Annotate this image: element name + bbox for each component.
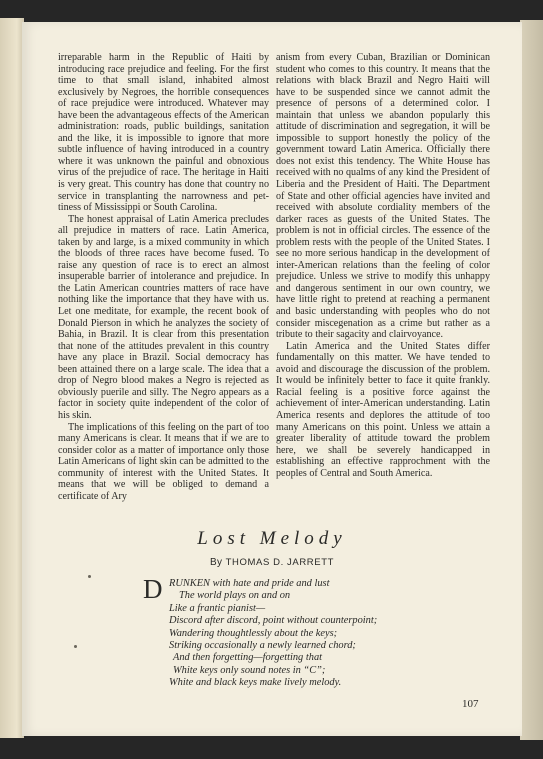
- previous-page-edge: [0, 18, 24, 738]
- poem-line: RUNKEN with hate and pride and lust: [169, 578, 330, 589]
- poem-author: THOMAS D. JARRETT: [225, 557, 335, 568]
- left-text-column: [58, 52, 269, 502]
- poem-line: Discord after discord, point without counterpoint;: [169, 615, 378, 627]
- print-speck: [88, 575, 91, 578]
- poem-line: The world plays on and on: [179, 590, 291, 602]
- page-number: 107: [462, 698, 479, 710]
- paragraph: anism from every Cuban, Brazilian or Dominican student who comes to this country. It means that the relations with black Brazil and Negro Haiti will have to be suspended since we cannot admit the presence of persons of a determined color. I maintain that unless we abandon popularly this attitude of discrimination and segregation, it will be impossible to support honestly the policy of the government toward Latin America. Officially there does not exist this tendency. The White House has received with no qualms of any kind the President of Liberia and the President of Haiti. The Department of State and other official agencies have invited and received with absolute cordiality members of the darker races as guests of the United States. The problem is not in official circles. The essence of the problem rests with the people of the United States. I see no more serious handicap in the development of inter-American relations than the feeling of color prejudice. Unless we strive to modify this unhappy and dangerous sentiment in our own country, we have little right to pretend at reaching a permanent and basic understanding with peoples who do not consider miscegenation as a crime but rather as a tribute to their sagacity and clairvoyance.: [276, 52, 490, 341]
- poem-line: White and black keys make lively melody.: [169, 677, 342, 689]
- poem-line: Like a frantic pianist—: [169, 602, 266, 614]
- paragraph: The implications of this feeling on the part of too many Americans is clear. It means that if we are to consider color as a matter of importance only those Latin Americans of light skin can be admitted to the community of interest with the United States. It means that we will be obliged to demand a certificate of Ary: [58, 421, 269, 502]
- right-text-column: [276, 52, 490, 479]
- poem-line: Striking occasionally a newly learned chord;: [169, 640, 356, 652]
- paragraph: The honest appraisal of Latin America precludes all prejudice in matters of race. Latin America, taken by and large, is a mixed community in which the bloods of three races have become fused. To raise any question of race is to erect an almost insuperable barrier of intolerance and prejudice. In the Latin American countries matters of race have nothing like the importance that they have with us. Let one meditate, for example, the recent book of Donald Pierson in which he analyzes the society of Bahia, in Brazil. It is clear from this presentation that none of the attitudes prevalent in this country have any place in Brazil. Social democracy has been attained there on a large scale. The idea that a drop of Negro blood makes a Negro is rejected as obviously puerile and silly. The Negro appears as a factor in society quite independent of the color of his skin.: [58, 213, 269, 421]
- poem-byline: [22, 557, 522, 568]
- poem-line: And then forgetting—forgetting that: [173, 652, 323, 664]
- poem-body: [143, 574, 469, 690]
- poem-line: White keys only sound notes in “C”;: [173, 664, 326, 676]
- book-page: [22, 22, 522, 736]
- paragraph: irreparable harm in the Republic of Haiti by introducing race prejudice and feeling. For the first time to that small island, inhabited almost exclusively by Negroes, the horrible consequences of race prejudice were introduced. Whatever may have been the advantageous effects of the American administration: roads, public buildings, sanitation and the like, it is impossible to ignore that more subtle influence of having introduced in a country where it was unknown the painful and obnoxious virus of the prejudice of race. The heritage in Haiti is very great. This country has done that country no service in transplanting the narrowness and pettiness of Mississippi or South Carolina.: [58, 52, 269, 214]
- byline-prefix: By: [209, 557, 223, 568]
- next-page-edge: [520, 20, 543, 740]
- poem-line: Wandering thoughtlessly about the keys;: [169, 627, 338, 639]
- drop-cap: D: [143, 574, 163, 604]
- print-speck: [74, 645, 77, 648]
- paragraph: Latin America and the United States differ fundamentally on this matter. We have tended to avoid and discourage the discussion of the problem. It would be infinitely better to face it quite frankly. Racial feeling is a positive force against the achievement of inter-American understanding. Latin America resents and deplores the attitude of too many Americans on this point. Unless we attain a greater liberality of attitude toward the problem here, we shall be severely handicapped in establishing an effective rapprochment with the peoples of Central and South America.: [276, 340, 490, 479]
- poem-title: Lost Melody: [197, 528, 347, 549]
